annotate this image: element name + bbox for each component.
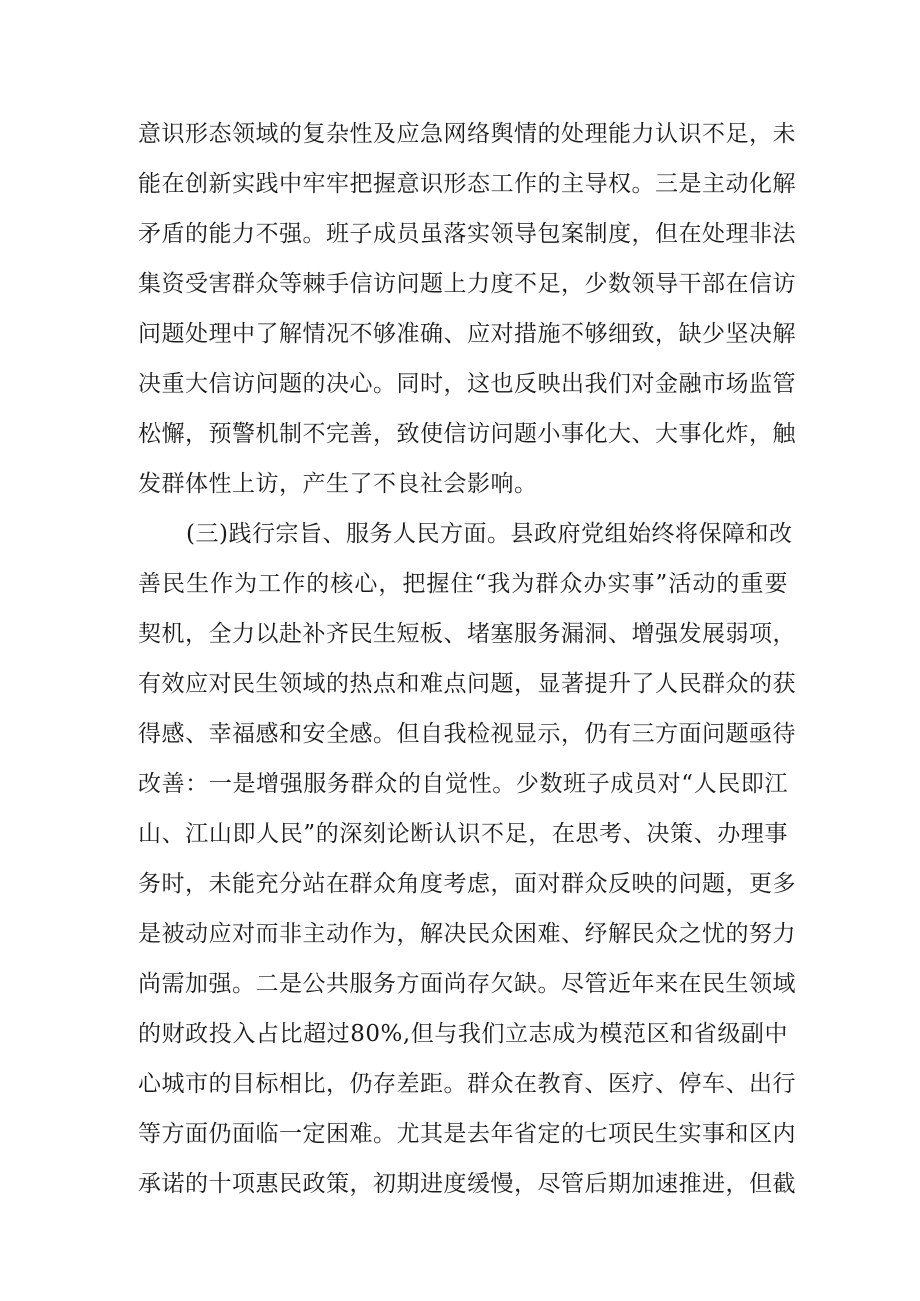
paragraph-line: 承诺的十项惠民政策，初期进度缓慢，尽管后期加速推进，但截 (138, 1171, 796, 1197)
paragraph-line: 是被动应对而非主动作为，解决民众困难、纾解民众之忧的努力 (138, 921, 796, 947)
paragraph-line: 集资受害群众等棘手信访问题上力度不足，少数领导干部在信访 (138, 271, 796, 297)
paragraph-line: 有效应对民生领域的热点和难点问题，显著提升了人民群众的获 (138, 671, 796, 697)
paragraph-line: 山、江山即人民”的深刻论断认识不足，在思考、决策、办理事 (138, 821, 788, 847)
paragraph-line: 的财政投入占比超过80%,但与我们立志成为模范区和省级副中 (138, 1021, 788, 1047)
paragraph-line: 务时，未能充分站在群众角度考虑，面对群众反映的问题，更多 (138, 871, 796, 897)
paragraph-line: 意识形态领域的复杂性及应急网络舆情的处理能力认识不足，未 (138, 121, 796, 147)
paragraph-line: 发群体性上访，产生了不良社会影响。 (138, 471, 538, 497)
paragraph-line: 改善：一是增强服务群众的自觉性。少数班子成员对“人民即江 (138, 771, 788, 797)
paragraph-line: 善民生作为工作的核心，把握住“我为群众办实事”活动的重要 (138, 571, 788, 597)
paragraph-line: 心城市的目标相比，仍存差距。群众在教育、医疗、停车、出行 (138, 1071, 796, 1097)
paragraph-line: 矛盾的能力不强。班子成员虽落实领导包案制度，但在处理非法 (138, 221, 796, 247)
paragraph-line: 等方面仍面临一定困难。尤其是去年省定的七项民生实事和区内 (138, 1121, 796, 1147)
paragraph-line: 松懈，预警机制不完善，致使信访问题小事化大、大事化炸，触 (138, 421, 796, 447)
paragraph-line: 问题处理中了解情况不够准确、应对措施不够细致，缺少坚决解 (138, 321, 796, 347)
paragraph-line: 决重大信访问题的决心。同时，这也反映出我们对金融市场监管 (138, 371, 796, 397)
paragraph-line: 尚需加强。二是公共服务方面尚存欠缺。尽管近年来在民生领域 (138, 971, 796, 997)
paragraph-line: 能在创新实践中牢牢把握意识形态工作的主导权。三是主动化解 (138, 171, 796, 197)
paragraph-line: 得感、幸福感和安全感。但自我检视显示，仍有三方面问题亟待 (138, 721, 796, 747)
section-heading-line: (三)践行宗旨、服务人民方面。县政府党组始终将保障和改 (186, 521, 793, 547)
paragraph-line: 契机，全力以赴补齐民生短板、堵塞服务漏洞、增强发展弱项， (138, 621, 796, 647)
